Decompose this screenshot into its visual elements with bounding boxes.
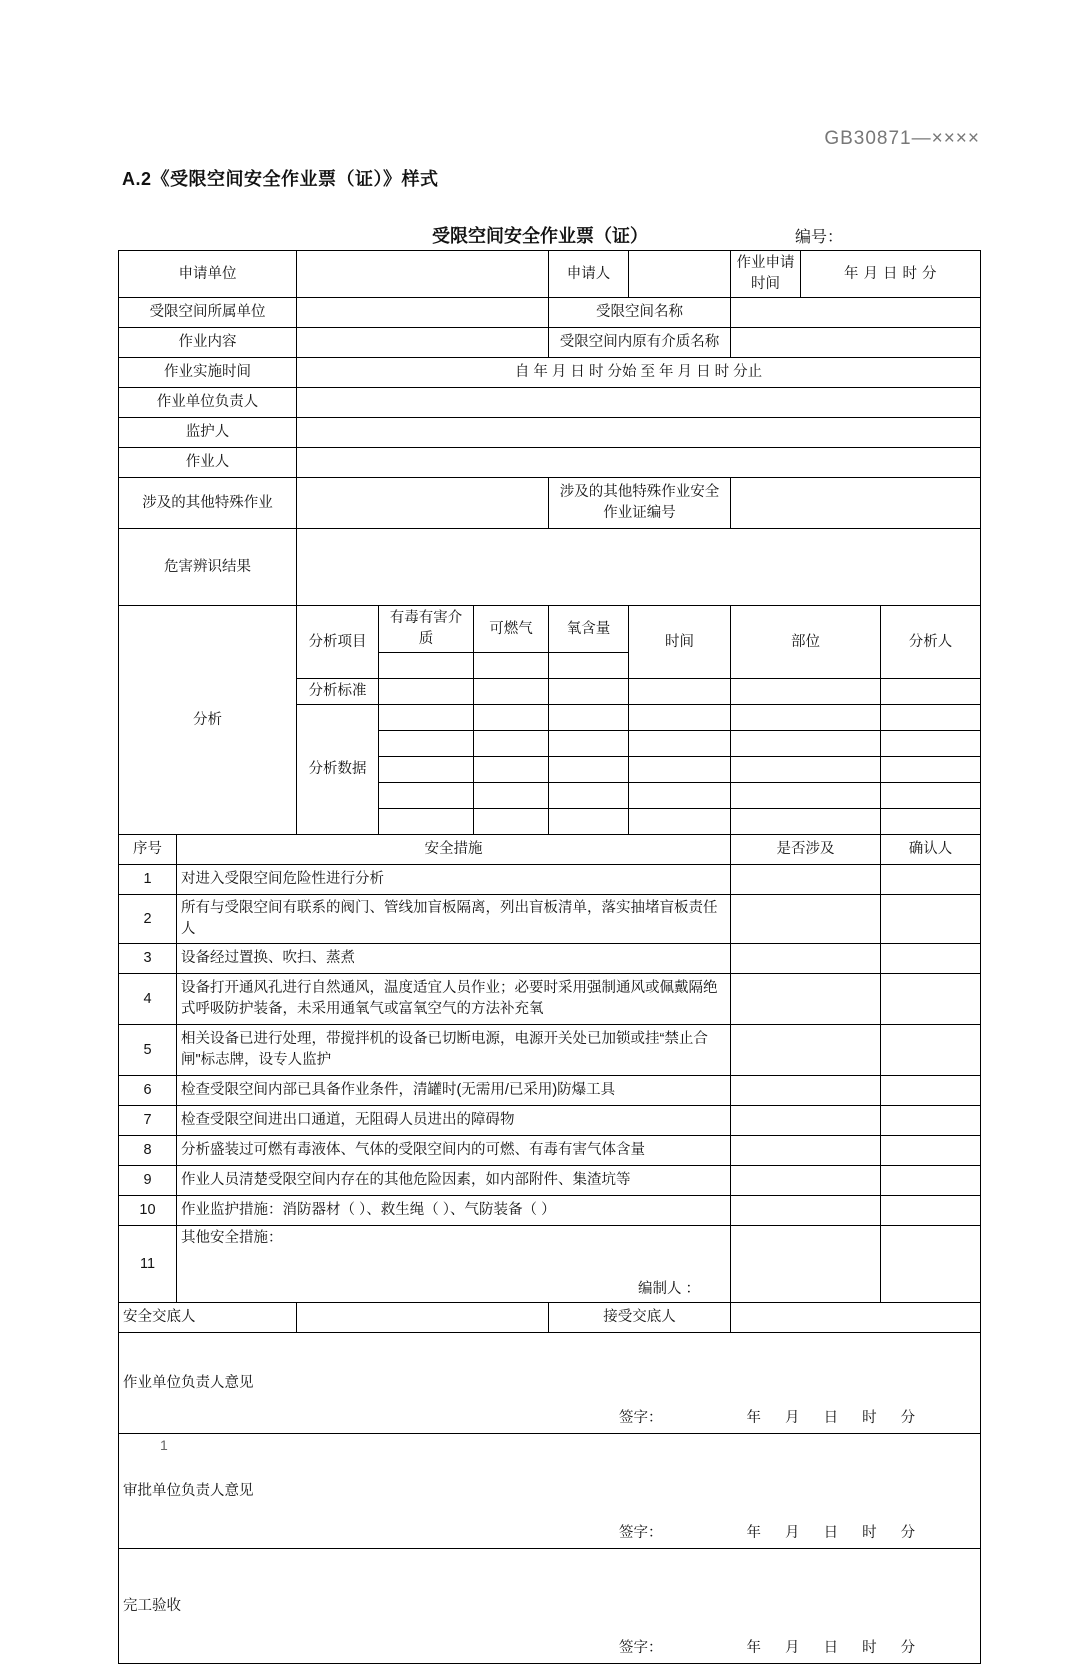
- signature-date: 年 月 日 时 分: [746, 1640, 926, 1657]
- header-confirm: 确认人: [881, 835, 981, 865]
- header-position: 部位: [731, 606, 881, 679]
- row-unit-head-opinion: [119, 1333, 981, 1434]
- measure-confirm[interactable]: [881, 944, 981, 974]
- analysis-cell[interactable]: [881, 731, 981, 757]
- value-hazard-result[interactable]: [297, 529, 981, 606]
- label-space-name: 受限空间名称: [549, 298, 731, 328]
- measure-confirm[interactable]: [881, 1106, 981, 1136]
- measure-text: 其他安全措施：: [181, 1230, 283, 1247]
- value-analysis-standard-toxic[interactable]: [379, 653, 474, 679]
- label-applicant: 申请人: [549, 251, 629, 298]
- measure-text: 对进入受限空间危险性进行分析: [177, 865, 731, 895]
- header-oxygen: 氧含量: [549, 606, 629, 653]
- value-work-period[interactable]: 自 年 月 日 时 分始 至 年 月 日 时 分止: [297, 358, 981, 388]
- measure-involved[interactable]: [731, 1106, 881, 1136]
- value-other-special-work-no[interactable]: [731, 478, 981, 529]
- measure-text: 检查受限空间内部已具备作业条件，清罐时(无需用/已采用)防爆工具: [177, 1076, 731, 1106]
- measure-no: 7: [119, 1106, 177, 1136]
- value-applicant[interactable]: [629, 251, 731, 298]
- measure-no: 4: [119, 974, 177, 1025]
- value-worker[interactable]: [297, 448, 981, 478]
- row-apply-unit: [119, 251, 981, 298]
- row-space-owner: [119, 298, 981, 328]
- measure-no: 9: [119, 1166, 177, 1196]
- analysis-cell[interactable]: [379, 731, 474, 757]
- analysis-cell[interactable]: [474, 757, 549, 783]
- measure-confirm[interactable]: [881, 1226, 981, 1303]
- label-original-medium: 受限空间内原有介质名称: [549, 328, 731, 358]
- table-row: [119, 1076, 981, 1106]
- analysis-cell[interactable]: [629, 757, 731, 783]
- measure-involved[interactable]: [731, 1166, 881, 1196]
- header-measure: 安全措施: [177, 835, 731, 865]
- measure-involved[interactable]: [731, 1136, 881, 1166]
- measure-text: 检查受限空间进出口通道，无阻碍人员进出的障碍物: [177, 1106, 731, 1136]
- measure-text: 设备打开通风孔进行自然通风，温度适宜人员作业；必要时采用强制通风或佩戴隔绝式呼吸防护装备，未采用通氧气或富氧空气的方法补充氧: [177, 974, 731, 1025]
- analysis-cell[interactable]: [731, 783, 881, 809]
- analysis-cell[interactable]: [881, 809, 981, 835]
- label-guardian: 监护人: [119, 418, 297, 448]
- measure-confirm[interactable]: [881, 1025, 981, 1076]
- measure-no: 3: [119, 944, 177, 974]
- analysis-cell[interactable]: [731, 731, 881, 757]
- header-no: 序号: [119, 835, 177, 865]
- form-number-label: 编号：: [795, 229, 844, 246]
- measure-text: 分析盛装过可燃有毒液体、气体的受限空间内的可燃、有毒有害气体含量: [177, 1136, 731, 1166]
- header-toxic: 有毒有害介质: [379, 606, 474, 653]
- signature-date: 年 月 日 时 分: [746, 1525, 926, 1542]
- analysis-cell[interactable]: [881, 783, 981, 809]
- measure-no: 1: [119, 865, 177, 895]
- standard-number: GB30871—××××: [824, 128, 980, 149]
- analysis-cell[interactable]: [549, 705, 629, 731]
- signature-date: 年 月 日 时 分: [746, 1410, 926, 1427]
- value-analysis-standard-oxygen[interactable]: [549, 653, 629, 679]
- analysis-cell[interactable]: [549, 679, 629, 705]
- signature-label: 签字：: [619, 1525, 663, 1542]
- block-unit-head-opinion[interactable]: [119, 1333, 981, 1434]
- row-work-period: [119, 358, 981, 388]
- measure-text: 作业人员清楚受限空间内存在的其他危险因素，如内部附件、集渣坑等: [177, 1166, 731, 1196]
- analysis-cell[interactable]: [629, 731, 731, 757]
- table-row: [119, 944, 981, 974]
- header-flammable: 可燃气: [474, 606, 549, 653]
- section-title: A.2《受限空间安全作业票（证）》样式: [122, 169, 439, 189]
- signature-line: [119, 1638, 980, 1659]
- label-analysis-item: 分析项目: [308, 633, 367, 650]
- analysis-cell[interactable]: [379, 679, 474, 705]
- editor-label: 编制人 ：: [637, 1281, 700, 1298]
- label-apply-unit: 申请单位: [119, 251, 297, 298]
- table-row: [119, 1106, 981, 1136]
- measure-confirm[interactable]: [881, 1076, 981, 1106]
- measure-confirm[interactable]: [881, 1166, 981, 1196]
- analysis-cell[interactable]: [379, 757, 474, 783]
- row-other-special-work: [119, 478, 981, 529]
- block-approve-unit-opinion[interactable]: [119, 1434, 981, 1549]
- analysis-cell[interactable]: [549, 731, 629, 757]
- table-row: [119, 1025, 981, 1076]
- table-row: [119, 974, 981, 1025]
- measure-involved[interactable]: [731, 865, 881, 895]
- signature-line: [119, 1523, 980, 1544]
- analysis-cell[interactable]: [549, 757, 629, 783]
- row-work-content: [119, 328, 981, 358]
- analysis-cell[interactable]: [629, 809, 731, 835]
- table-row: [119, 1136, 981, 1166]
- value-work-content[interactable]: [297, 328, 549, 358]
- measure-no: 10: [119, 1196, 177, 1226]
- measure-confirm[interactable]: [881, 974, 981, 1025]
- analysis-cell[interactable]: [474, 679, 549, 705]
- analysis-cell[interactable]: [549, 783, 629, 809]
- measure-no: 2: [119, 895, 177, 944]
- row-approve-unit-opinion: [119, 1434, 981, 1549]
- row-measures-header: [119, 835, 981, 865]
- label-space-owner-unit: 受限空间所属单位: [119, 298, 297, 328]
- label-unit-head-opinion: 作业单位负责人意见: [123, 1374, 254, 1391]
- analysis-cell[interactable]: [474, 731, 549, 757]
- measure-confirm[interactable]: [881, 895, 981, 944]
- label-safety-brief-receiver: 接受交底人: [549, 1303, 731, 1333]
- measure-confirm[interactable]: [881, 1136, 981, 1166]
- permit-form-table: [118, 250, 981, 1664]
- page-number: 1: [160, 1437, 168, 1453]
- analysis-cell[interactable]: [379, 705, 474, 731]
- measure-involved[interactable]: [731, 895, 881, 944]
- analysis-cell[interactable]: [474, 705, 549, 731]
- analysis-cell[interactable]: [881, 705, 981, 731]
- label-safety-brief-giver: 安全交底人: [119, 1303, 297, 1333]
- measure-no: 5: [119, 1025, 177, 1076]
- row-completion-check: [119, 1549, 981, 1664]
- measure-text: 相关设备已进行处理，带搅拌机的设备已切断电源，电源开关处已加锁或挂“禁止合闸"标志牌，设专人监护: [177, 1025, 731, 1076]
- row-hazard-result: [119, 529, 981, 606]
- row-analysis-header: [119, 606, 981, 653]
- form-title: 受限空间安全作业票（证）: [432, 226, 648, 246]
- row-worker: [119, 448, 981, 478]
- analysis-cell[interactable]: [629, 679, 731, 705]
- signature-label: 签字：: [619, 1410, 663, 1427]
- table-row: [119, 1196, 981, 1226]
- block-completion-check[interactable]: [119, 1549, 981, 1664]
- value-analysis-standard-flammable[interactable]: [474, 653, 549, 679]
- analysis-cell[interactable]: [731, 809, 881, 835]
- analysis-cell[interactable]: [731, 757, 881, 783]
- measure-involved[interactable]: [731, 1226, 881, 1303]
- label-hazard-result: 危害辨识结果: [119, 529, 297, 606]
- measure-involved[interactable]: [731, 1196, 881, 1226]
- value-other-special-work[interactable]: [297, 478, 549, 529]
- table-row: [119, 1166, 981, 1196]
- analysis-cell[interactable]: [881, 679, 981, 705]
- signature-label: 签字：: [619, 1640, 663, 1657]
- value-space-name[interactable]: [731, 298, 981, 328]
- table-row: [119, 1226, 981, 1303]
- label-approve-unit-opinion: 审批单位负责人意见: [123, 1482, 254, 1499]
- measure-no: 6: [119, 1076, 177, 1106]
- analysis-cell[interactable]: [474, 783, 549, 809]
- measure-confirm[interactable]: [881, 1196, 981, 1226]
- label-apply-time: 作业申请时间: [731, 251, 801, 298]
- header-involved: 是否涉及: [731, 835, 881, 865]
- label-analysis: 分析: [119, 606, 297, 835]
- label-work-content: 作业内容: [119, 328, 297, 358]
- measure-no: 8: [119, 1136, 177, 1166]
- analysis-cell[interactable]: [731, 705, 881, 731]
- analysis-cell[interactable]: [881, 757, 981, 783]
- row-unit-head: [119, 388, 981, 418]
- measure-no: 11: [119, 1226, 177, 1303]
- label-other-special-work: 涉及的其他特殊作业: [119, 478, 297, 529]
- label-unit-head: 作业单位负责人: [119, 388, 297, 418]
- value-unit-head[interactable]: [297, 388, 981, 418]
- measure-involved[interactable]: [731, 974, 881, 1025]
- analysis-cell[interactable]: [731, 679, 881, 705]
- table-row: [119, 895, 981, 944]
- table-row: [119, 865, 981, 895]
- analysis-cell[interactable]: [629, 705, 731, 731]
- value-space-owner-unit[interactable]: [297, 298, 549, 328]
- analysis-cell[interactable]: [379, 809, 474, 835]
- measure-involved[interactable]: [731, 944, 881, 974]
- label-other-special-work-no: 涉及的其他特殊作业安全作业证编号: [549, 478, 731, 529]
- value-safety-brief-receiver[interactable]: [731, 1303, 981, 1333]
- row-safety-briefing: [119, 1303, 981, 1333]
- label-work-period: 作业实施时间: [119, 358, 297, 388]
- measure-involved[interactable]: [731, 1025, 881, 1076]
- signature-line: [119, 1408, 980, 1429]
- value-apply-time[interactable]: 年 月 日 时 分: [801, 251, 981, 298]
- measure-text-other: [177, 1226, 731, 1303]
- analysis-cell[interactable]: [474, 809, 549, 835]
- analysis-cell[interactable]: [629, 783, 731, 809]
- measure-confirm[interactable]: [881, 865, 981, 895]
- label-analysis-data: 分析数据: [297, 705, 379, 835]
- label-analysis-item-group: [297, 606, 379, 679]
- label-analysis-standard: 分析标准: [297, 679, 379, 705]
- measure-text: 作业监护措施：消防器材（ ）、救生绳（ ）、气防装备（ ）: [177, 1196, 731, 1226]
- value-guardian[interactable]: [297, 418, 981, 448]
- value-safety-brief-giver[interactable]: [297, 1303, 549, 1333]
- header-analyst: 分析人: [881, 606, 981, 679]
- value-original-medium[interactable]: [731, 328, 981, 358]
- label-worker: 作业人: [119, 448, 297, 478]
- header-time: 时间: [629, 606, 731, 679]
- value-apply-unit[interactable]: [297, 251, 549, 298]
- label-completion-check: 完工验收: [123, 1597, 181, 1614]
- measure-text: 设备经过置换、吹扫、蒸煮: [177, 944, 731, 974]
- analysis-cell[interactable]: [379, 783, 474, 809]
- measure-involved[interactable]: [731, 1076, 881, 1106]
- measure-text: 所有与受限空间有联系的阀门、管线加盲板隔离，列出盲板清单，落实抽堵盲板责任人: [177, 895, 731, 944]
- row-guardian: [119, 418, 981, 448]
- analysis-cell[interactable]: [549, 809, 629, 835]
